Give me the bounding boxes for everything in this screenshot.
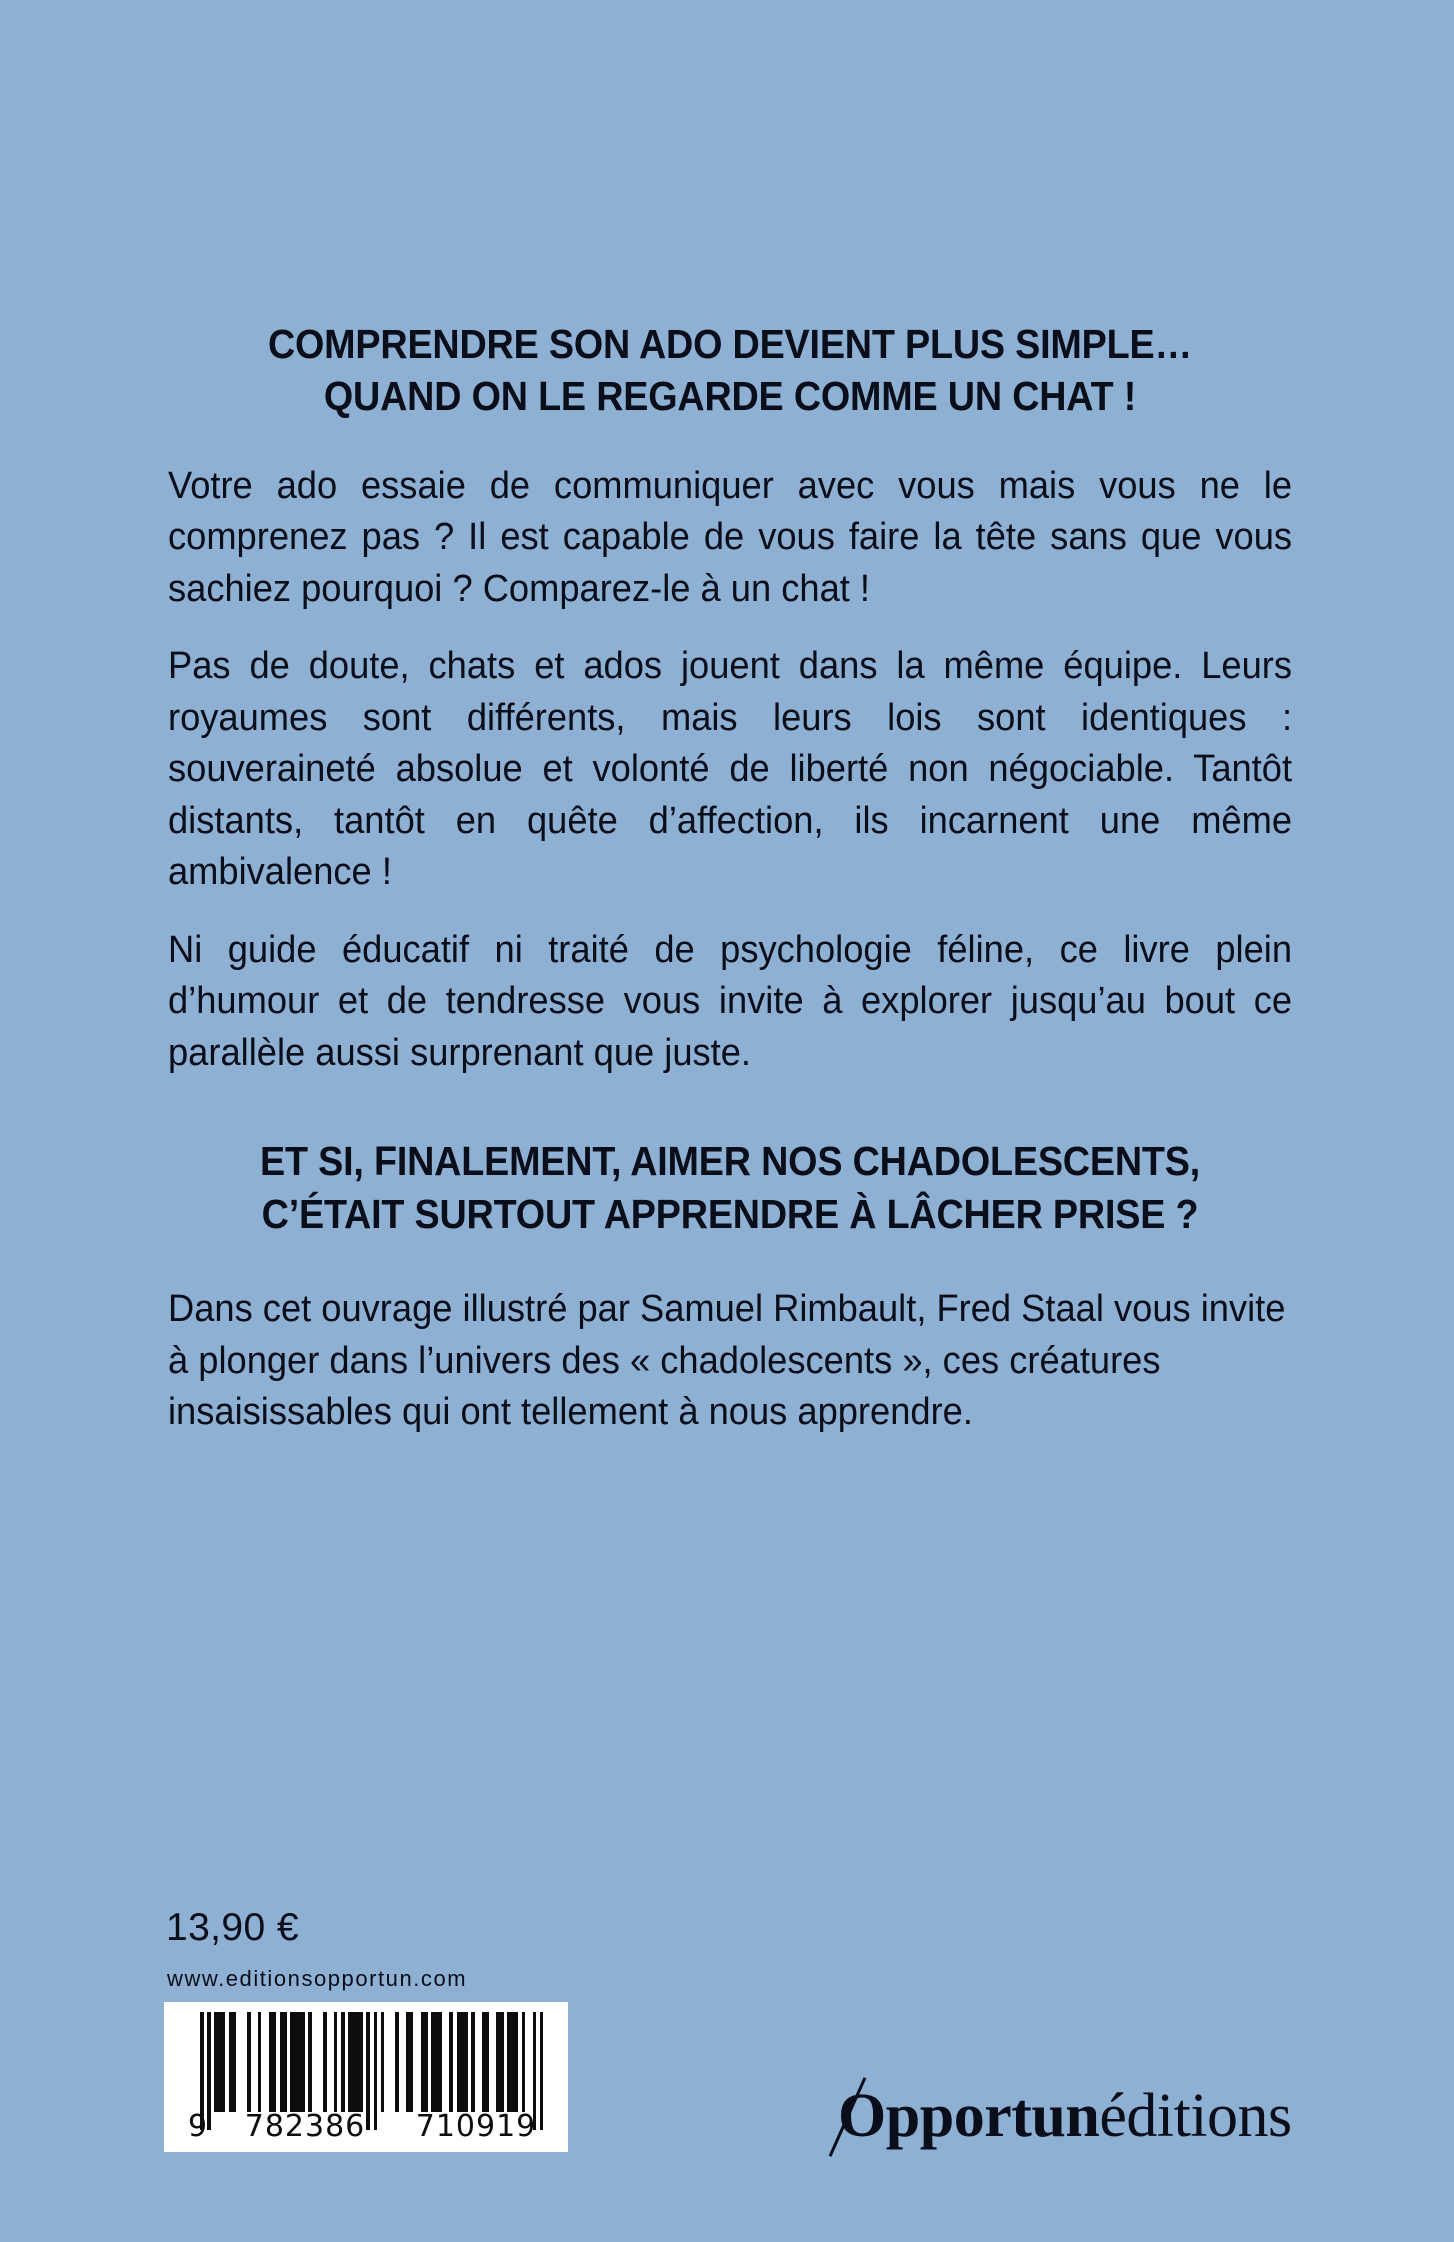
headline-secondary-line-2: C’ÉTAIT SURTOUT APPRENDRE À LÂCHER PRISE ? (261, 1190, 1199, 1237)
barcode-digit-group-1: 9 (188, 2108, 209, 2144)
publisher-logo-text (838, 2068, 1294, 2164)
headline-primary-line-1: COMPRENDRE SON ADO DEVIENT PLUS SIMPLE… (267, 321, 1193, 367)
barcode-digits (188, 2106, 556, 2146)
spacer (168, 615, 1292, 641)
spacer (168, 899, 1292, 925)
publisher-logo (838, 2068, 1294, 2164)
spacer (168, 1079, 1292, 1135)
website-url: www.editionsopportun.com (167, 1966, 468, 1991)
headline-primary-line-2: QUAND ON LE REGARDE COMME UN CHAT ! (323, 373, 1137, 420)
text-column (168, 318, 1292, 1439)
publisher-logo-regular: éditions (1099, 2082, 1292, 2150)
spacer (168, 423, 1292, 461)
barcode-digit-group-3: 710919 (415, 2108, 537, 2144)
price-label: 13,90 € (166, 1906, 299, 1949)
isbn-barcode (164, 2002, 568, 2152)
spacer (168, 1240, 1292, 1284)
headline-secondary-line-1: ET SI, FINALEMENT, AIMER NOS CHADOLESCENTS, (259, 1138, 1201, 1185)
paragraph-3: Ni guide éducatif ni traité de psychologie féline, ce livre plein d’humour et de tendresse vous invite à explorer jusqu’au bout ce parallèle aussi surprenant que juste. (168, 928, 1293, 1074)
paragraph-4: Dans cet ouvrage illustré par Samuel Rimbault, Fred Staal vous invite à plonger dans l’univers des « chadolescents », ces créatures insaisissables qui ont tellement à nous apprendre. (168, 1288, 1286, 1434)
barcode-bars (200, 2012, 544, 2112)
headline-secondary (213, 1135, 1247, 1240)
barcode-digit-group-2: 782386 (244, 2108, 366, 2144)
headline-primary (213, 318, 1247, 423)
paragraph-1: Votre ado essaie de communiquer avec vous mais vous ne le comprenez pas ? Il est capable de vous faire la tête sans que vous sachiez pourquoi ? Comparez-le à un chat ! (168, 464, 1293, 610)
publisher-logo-bold: Opportun (838, 2082, 1100, 2150)
paragraph-2: Pas de doute, chats et ados jouent dans la même équipe. Leurs royaumes sont différents, mais leurs lois sont identiques : souveraineté absolue et volonté de liberté non négociable. Tantôt distants, tantôt en quête d’affection, ils incarnent une même ambivalence ! (168, 645, 1293, 894)
